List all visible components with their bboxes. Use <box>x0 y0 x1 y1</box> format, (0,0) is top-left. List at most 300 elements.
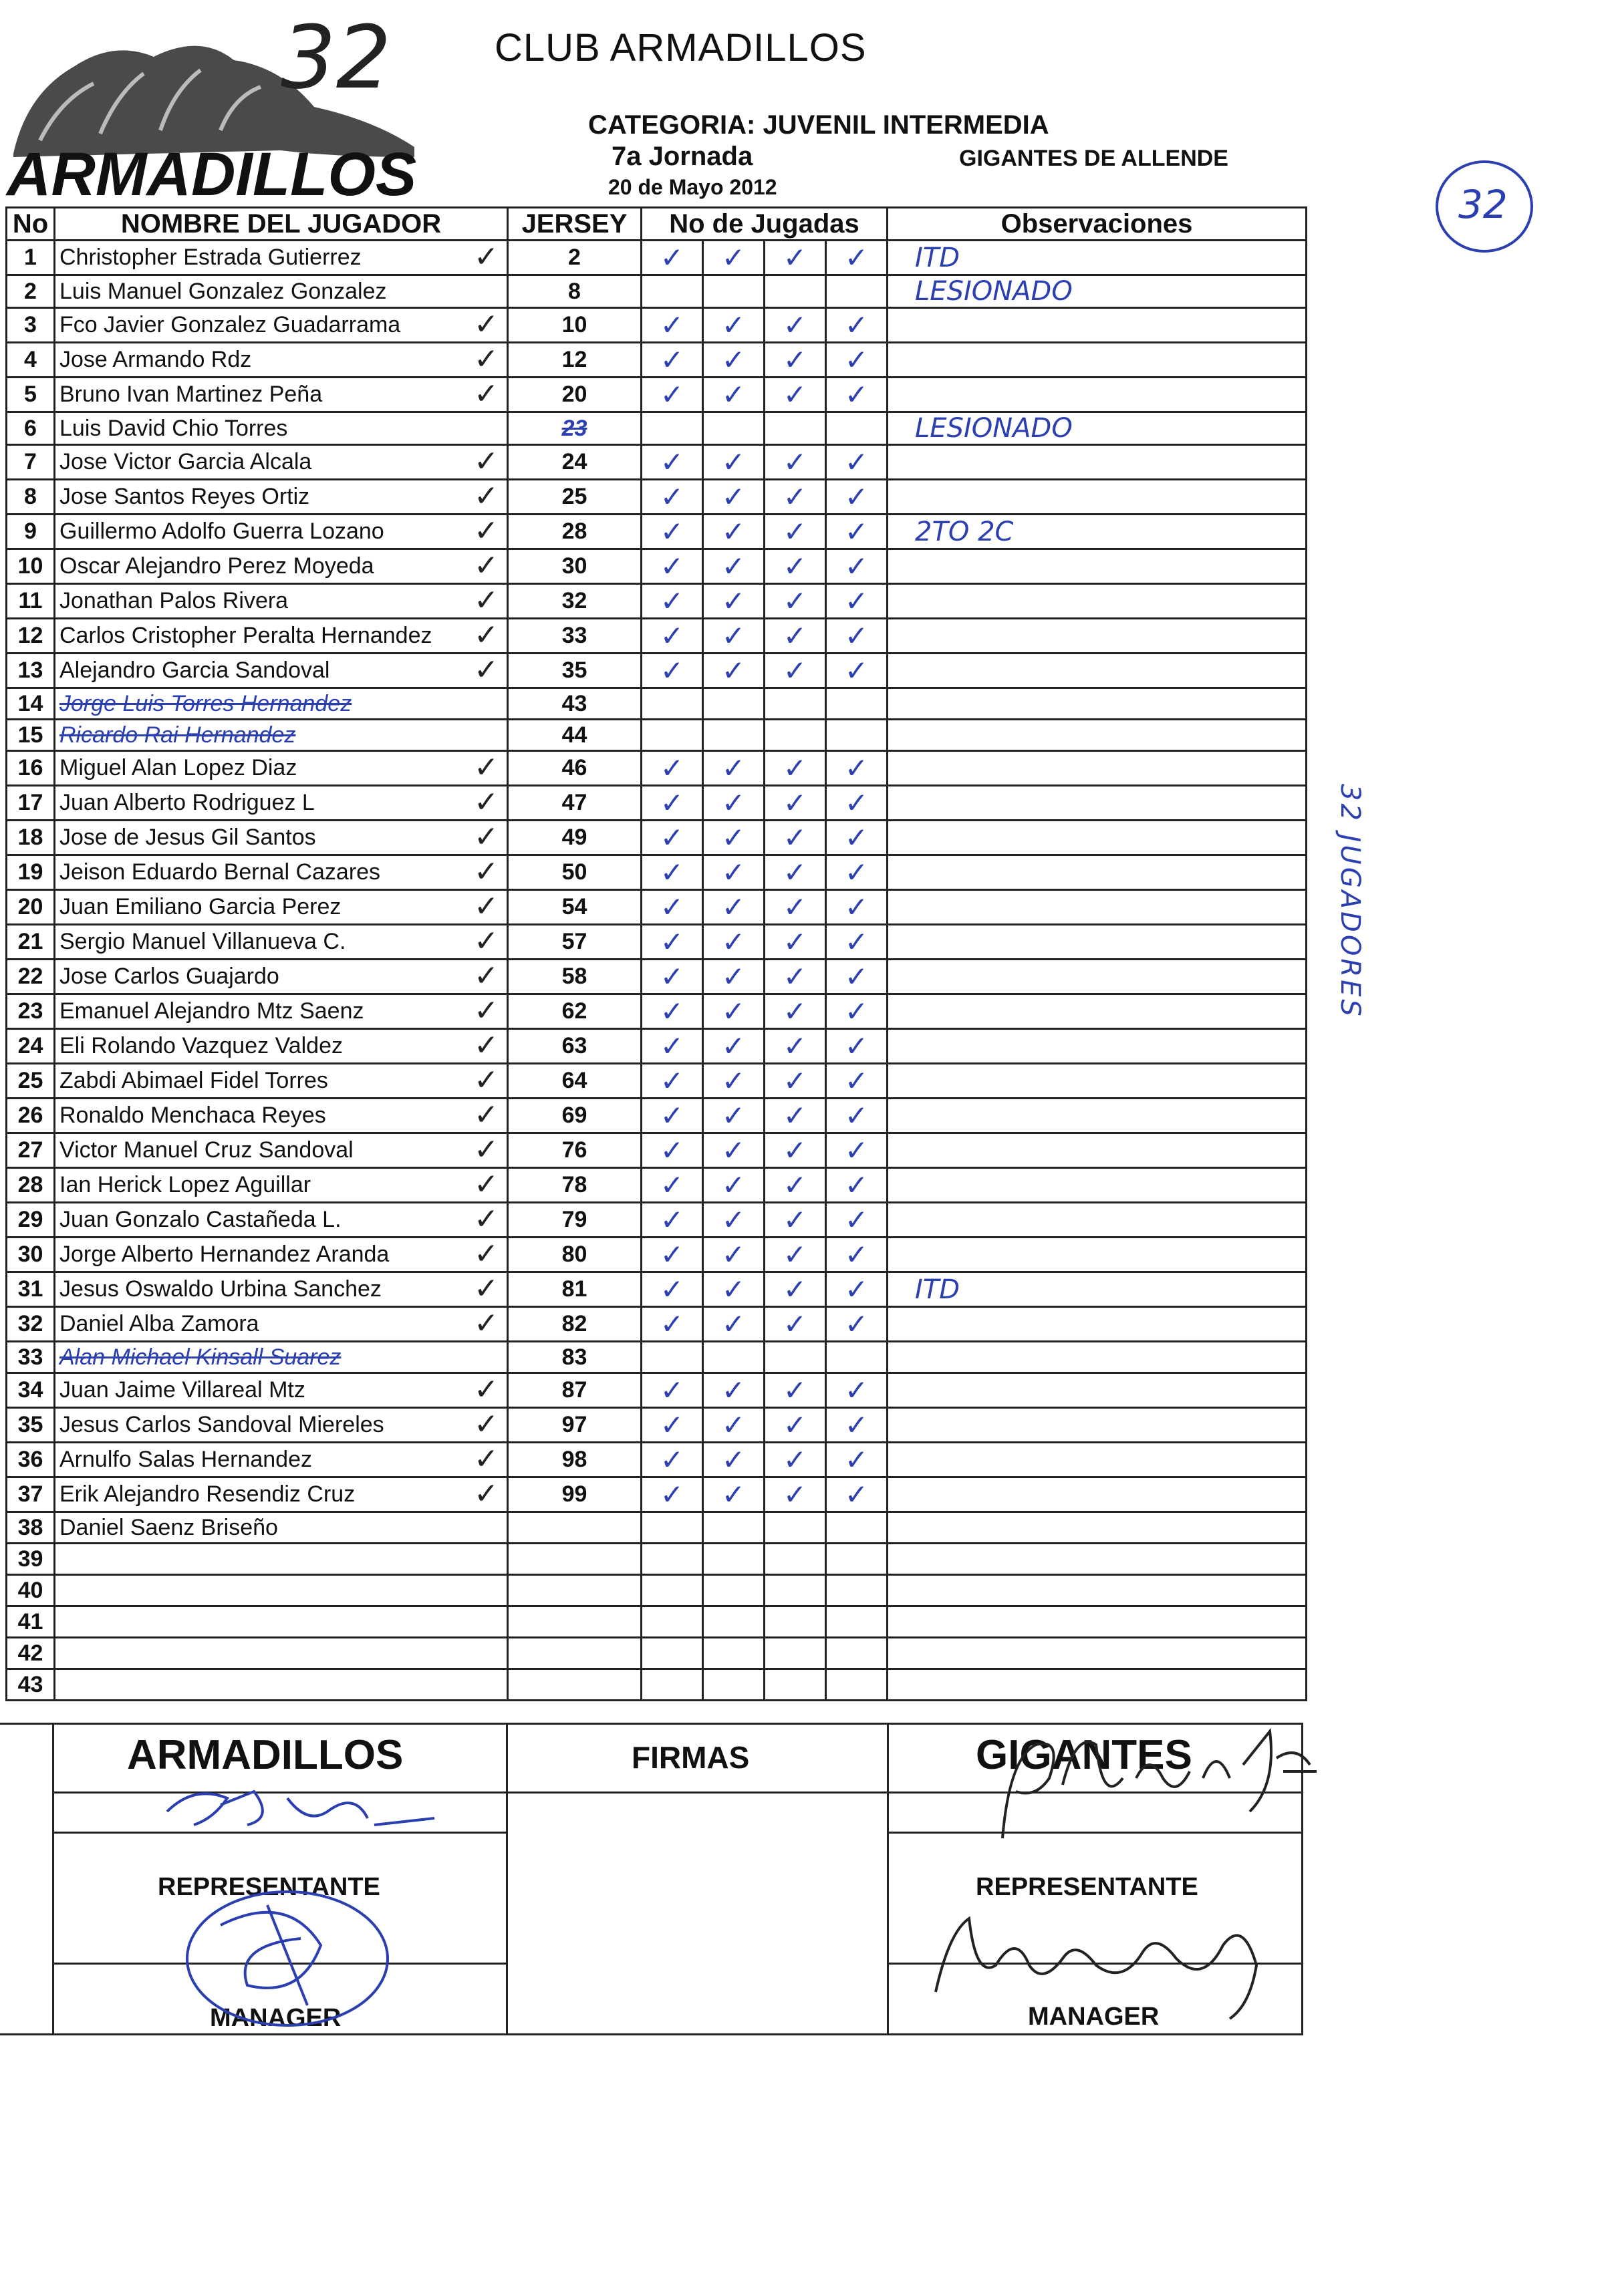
player-name-text: Jorge Alberto Hernandez Aranda <box>59 1242 390 1267</box>
play-check-1: ✓ <box>642 890 703 925</box>
player-name <box>55 1238 508 1272</box>
table-row <box>7 1342 1307 1373</box>
attendance-mark: ✓ <box>474 1098 499 1132</box>
play-check-4: ✓ <box>826 786 888 821</box>
observation <box>888 1307 1307 1342</box>
jersey-number-text: 83 <box>561 1344 587 1370</box>
play-check-1 <box>642 720 703 751</box>
observation <box>888 619 1307 654</box>
play-check-4: ✓ <box>826 619 888 654</box>
play-check-1: ✓ <box>642 786 703 821</box>
player-name <box>55 1133 508 1168</box>
row-number: 1 <box>7 241 55 275</box>
jersey-number-text: 49 <box>561 825 587 850</box>
play-check-2: ✓ <box>703 786 765 821</box>
observation: ITD <box>888 241 1307 275</box>
table-row <box>7 751 1307 786</box>
play-check-4: ✓ <box>826 1443 888 1477</box>
jersey-number-text: 35 <box>561 658 587 683</box>
play-check-4: ✓ <box>826 241 888 275</box>
player-name-text: Luis David Chio Torres <box>59 415 288 441</box>
play-check-4 <box>826 1575 888 1606</box>
player-name <box>55 1669 508 1701</box>
table-row <box>7 960 1307 994</box>
jersey-number <box>508 619 642 654</box>
jersey-number-text: 44 <box>561 722 587 748</box>
play-check-3: ✓ <box>765 619 826 654</box>
player-name <box>55 720 508 751</box>
play-check-2: ✓ <box>703 960 765 994</box>
jersey-number-text: 79 <box>561 1207 587 1232</box>
table-row <box>7 1203 1307 1238</box>
table-row <box>7 654 1307 688</box>
play-check-2 <box>703 1544 765 1575</box>
play-check-3: ✓ <box>765 1133 826 1168</box>
attendance-mark: ✓ <box>474 479 499 513</box>
table-row <box>7 1099 1307 1133</box>
row-number: 23 <box>7 994 55 1029</box>
right-representative-signature <box>962 1705 1337 1872</box>
jersey-number-text: 10 <box>561 312 587 337</box>
attendance-mark: ✓ <box>474 1407 499 1441</box>
play-check-4: ✓ <box>826 1307 888 1342</box>
attendance-mark: ✓ <box>474 889 499 923</box>
player-name <box>55 890 508 925</box>
player-name-text: Jorge Luis Torres Hernandez <box>59 690 352 716</box>
play-check-2: ✓ <box>703 1272 765 1307</box>
observation <box>888 786 1307 821</box>
observation <box>888 1064 1307 1099</box>
player-name <box>55 378 508 412</box>
row-number: 7 <box>7 445 55 480</box>
row-number: 2 <box>7 275 55 308</box>
play-check-4: ✓ <box>826 1272 888 1307</box>
play-check-4 <box>826 1342 888 1373</box>
player-name <box>55 412 508 445</box>
play-check-4: ✓ <box>826 1477 888 1512</box>
jersey-number <box>508 1443 642 1477</box>
row-number: 20 <box>7 890 55 925</box>
player-name-text: Daniel Saenz Briseño <box>59 1514 278 1540</box>
play-check-3: ✓ <box>765 1272 826 1307</box>
player-name-text: Ian Herick Lopez Aguillar <box>59 1172 311 1197</box>
player-name-text: Luis Manuel Gonzalez Gonzalez <box>59 278 387 304</box>
observation <box>888 378 1307 412</box>
observation <box>888 720 1307 751</box>
play-check-4 <box>826 412 888 445</box>
left-manager-label: MANAGER <box>210 2004 342 2032</box>
play-check-1: ✓ <box>642 343 703 378</box>
jersey-number <box>508 1168 642 1203</box>
play-check-2: ✓ <box>703 378 765 412</box>
play-check-3: ✓ <box>765 1029 826 1064</box>
observation <box>888 1606 1307 1638</box>
jersey-number <box>508 1133 642 1168</box>
play-check-4 <box>826 275 888 308</box>
observation <box>888 1638 1307 1669</box>
observation <box>888 994 1307 1029</box>
right-representative-label: REPRESENTANTE <box>976 1873 1198 1901</box>
attendance-mark: ✓ <box>474 1373 499 1407</box>
jersey-number <box>508 275 642 308</box>
play-check-1 <box>642 1606 703 1638</box>
table-row <box>7 343 1307 378</box>
play-check-3 <box>765 1512 826 1544</box>
table-row <box>7 925 1307 960</box>
player-name-text: Juan Alberto Rodriguez L <box>59 790 315 815</box>
play-check-1: ✓ <box>642 308 703 343</box>
play-check-4: ✓ <box>826 308 888 343</box>
player-name <box>55 241 508 275</box>
player-name <box>55 275 508 308</box>
play-check-3 <box>765 1638 826 1669</box>
jersey-number <box>508 549 642 584</box>
row-number: 17 <box>7 786 55 821</box>
player-name <box>55 549 508 584</box>
observation <box>888 1133 1307 1168</box>
header-no: No <box>7 208 55 241</box>
row-number: 41 <box>7 1606 55 1638</box>
jersey-number <box>508 1408 642 1443</box>
observation <box>888 1238 1307 1272</box>
player-name <box>55 619 508 654</box>
observation <box>888 1443 1307 1477</box>
play-check-1: ✓ <box>642 751 703 786</box>
play-check-4: ✓ <box>826 821 888 855</box>
play-check-4: ✓ <box>826 890 888 925</box>
table-row <box>7 308 1307 343</box>
play-check-2 <box>703 1638 765 1669</box>
play-check-1 <box>642 1575 703 1606</box>
play-check-4 <box>826 1606 888 1638</box>
player-name <box>55 584 508 619</box>
play-check-1: ✓ <box>642 1373 703 1408</box>
jersey-number <box>508 1544 642 1575</box>
table-row <box>7 412 1307 445</box>
row-number: 33 <box>7 1342 55 1373</box>
play-check-1: ✓ <box>642 1064 703 1099</box>
jersey-number <box>508 1373 642 1408</box>
play-check-4 <box>826 1544 888 1575</box>
player-name-text: Christopher Estrada Gutierrez <box>59 245 362 270</box>
row-number: 19 <box>7 855 55 890</box>
jersey-number-text: 20 <box>561 382 587 407</box>
attendance-mark: ✓ <box>474 1167 499 1201</box>
jersey-number <box>508 654 642 688</box>
table-row <box>7 1029 1307 1064</box>
attendance-mark: ✓ <box>474 785 499 819</box>
attendance-mark: ✓ <box>474 820 499 854</box>
play-check-3: ✓ <box>765 654 826 688</box>
player-name-text: Ronaldo Menchaca Reyes <box>59 1103 326 1128</box>
jersey-number-text: 12 <box>561 347 587 372</box>
play-check-3: ✓ <box>765 925 826 960</box>
play-check-3: ✓ <box>765 480 826 515</box>
player-name-text: Jose Carlos Guajardo <box>59 964 279 989</box>
divider <box>887 1725 889 2033</box>
table-row <box>7 855 1307 890</box>
row-number: 42 <box>7 1638 55 1669</box>
handwritten-count: 32 <box>281 7 392 108</box>
table-row <box>7 445 1307 480</box>
play-check-1 <box>642 688 703 720</box>
play-check-3 <box>765 1544 826 1575</box>
observation: LESIONADO <box>888 275 1307 308</box>
play-check-1: ✓ <box>642 1029 703 1064</box>
play-check-2 <box>703 1342 765 1373</box>
row-number: 14 <box>7 688 55 720</box>
header-observations: Observaciones <box>888 208 1307 241</box>
jersey-number-text: 28 <box>561 519 587 544</box>
play-check-3: ✓ <box>765 855 826 890</box>
left-representative-signature <box>154 1771 461 1838</box>
play-check-2 <box>703 275 765 308</box>
attendance-mark: ✓ <box>474 1306 499 1340</box>
play-check-3: ✓ <box>765 1064 826 1099</box>
play-check-1: ✓ <box>642 855 703 890</box>
player-name <box>55 1606 508 1638</box>
jersey-number-text: 46 <box>561 755 587 780</box>
play-check-1 <box>642 1544 703 1575</box>
jersey-number <box>508 1099 642 1133</box>
table-row <box>7 549 1307 584</box>
observation <box>888 1029 1307 1064</box>
player-name <box>55 1342 508 1373</box>
play-check-1: ✓ <box>642 925 703 960</box>
player-name <box>55 1203 508 1238</box>
row-number: 3 <box>7 308 55 343</box>
table-row <box>7 275 1307 308</box>
play-check-2: ✓ <box>703 751 765 786</box>
observation: 2TO 2C <box>888 515 1307 549</box>
player-name-text: Jose de Jesus Gil Santos <box>59 825 316 850</box>
play-check-1: ✓ <box>642 1408 703 1443</box>
row-number: 5 <box>7 378 55 412</box>
attendance-mark: ✓ <box>474 342 499 376</box>
observation <box>888 1168 1307 1203</box>
player-name-text: Jesus Oswaldo Urbina Sanchez <box>59 1276 382 1302</box>
jersey-number-text: 23 <box>561 415 587 441</box>
attendance-mark: ✓ <box>474 1237 499 1271</box>
circled-count-text: 32 <box>1458 182 1508 227</box>
observation <box>888 1669 1307 1701</box>
table-header-row <box>7 208 1307 241</box>
player-name <box>55 308 508 343</box>
play-check-2: ✓ <box>703 890 765 925</box>
jersey-number <box>508 786 642 821</box>
row-number: 26 <box>7 1099 55 1133</box>
row-number: 11 <box>7 584 55 619</box>
play-check-1: ✓ <box>642 480 703 515</box>
player-name-text: Jose Armando Rdz <box>59 347 252 372</box>
jersey-number <box>508 1512 642 1544</box>
jersey-number-text: 99 <box>561 1481 587 1507</box>
observation <box>888 654 1307 688</box>
play-check-2: ✓ <box>703 1133 765 1168</box>
row-number: 24 <box>7 1029 55 1064</box>
play-check-4: ✓ <box>826 654 888 688</box>
play-check-4: ✓ <box>826 855 888 890</box>
play-check-1: ✓ <box>642 1203 703 1238</box>
attendance-mark: ✓ <box>474 653 499 687</box>
play-check-2 <box>703 720 765 751</box>
jersey-number <box>508 445 642 480</box>
row-number: 32 <box>7 1307 55 1342</box>
opponent-name: GIGANTES DE ALLENDE <box>959 146 1228 171</box>
row-number: 43 <box>7 1669 55 1701</box>
player-name <box>55 1307 508 1342</box>
play-check-1: ✓ <box>642 445 703 480</box>
play-check-4: ✓ <box>826 343 888 378</box>
row-number: 36 <box>7 1443 55 1477</box>
jersey-number-text: 62 <box>561 998 587 1024</box>
left-manager-signature <box>167 1865 408 2032</box>
table-row <box>7 1443 1307 1477</box>
jersey-number <box>508 1638 642 1669</box>
row-number: 18 <box>7 821 55 855</box>
play-check-1: ✓ <box>642 1099 703 1133</box>
play-check-2: ✓ <box>703 549 765 584</box>
jersey-number-text: 32 <box>561 588 587 613</box>
row-number: 13 <box>7 654 55 688</box>
play-check-3: ✓ <box>765 1477 826 1512</box>
jersey-number <box>508 960 642 994</box>
jersey-number-text: 58 <box>561 964 587 989</box>
divider <box>52 1725 54 2033</box>
jersey-number <box>508 821 642 855</box>
attendance-mark: ✓ <box>474 240 499 274</box>
row-number: 21 <box>7 925 55 960</box>
play-check-3: ✓ <box>765 241 826 275</box>
player-name-text: Juan Emiliano Garcia Perez <box>59 894 342 919</box>
play-check-2: ✓ <box>703 584 765 619</box>
observation <box>888 1203 1307 1238</box>
row-number: 27 <box>7 1133 55 1168</box>
row-number: 12 <box>7 619 55 654</box>
table-row <box>7 720 1307 751</box>
jersey-number <box>508 855 642 890</box>
jersey-number-text: 2 <box>568 245 581 270</box>
jersey-number-text: 82 <box>561 1311 587 1336</box>
play-check-4: ✓ <box>826 960 888 994</box>
play-check-2: ✓ <box>703 1238 765 1272</box>
play-check-3 <box>765 720 826 751</box>
row-number: 10 <box>7 549 55 584</box>
row-number: 28 <box>7 1168 55 1203</box>
play-check-2: ✓ <box>703 308 765 343</box>
table-row <box>7 994 1307 1029</box>
jersey-number-text: 64 <box>561 1068 587 1093</box>
player-name <box>55 1272 508 1307</box>
observation <box>888 855 1307 890</box>
play-check-2: ✓ <box>703 1168 765 1203</box>
play-check-1: ✓ <box>642 619 703 654</box>
observation: LESIONADO <box>888 412 1307 445</box>
play-check-4: ✓ <box>826 1408 888 1443</box>
jersey-number-text: 97 <box>561 1412 587 1437</box>
left-representative-label: REPRESENTANTE <box>158 1873 380 1901</box>
header-plays: No de Jugadas <box>642 208 888 241</box>
jersey-number-text: 25 <box>561 484 587 509</box>
roster-table <box>5 206 1307 1701</box>
observation <box>888 549 1307 584</box>
table-row <box>7 1168 1307 1203</box>
player-name-text: Alan Michael Kinsall Suarez <box>59 1344 342 1370</box>
play-check-3: ✓ <box>765 1203 826 1238</box>
jersey-number <box>508 1669 642 1701</box>
player-name <box>55 960 508 994</box>
right-manager-label: MANAGER <box>1028 2003 1160 2031</box>
play-check-3: ✓ <box>765 890 826 925</box>
play-check-1: ✓ <box>642 1477 703 1512</box>
player-name-text: Erik Alejandro Resendiz Cruz <box>59 1481 356 1507</box>
jersey-number <box>508 343 642 378</box>
attendance-mark: ✓ <box>474 924 499 958</box>
attendance-mark: ✓ <box>474 307 499 341</box>
row-number: 34 <box>7 1373 55 1408</box>
observation <box>888 890 1307 925</box>
play-check-1: ✓ <box>642 960 703 994</box>
attendance-mark: ✓ <box>474 444 499 478</box>
row-number: 40 <box>7 1575 55 1606</box>
row-number: 38 <box>7 1512 55 1544</box>
player-name-text: Arnulfo Salas Hernandez <box>59 1447 313 1472</box>
circled-count <box>1436 160 1533 253</box>
observation <box>888 1373 1307 1408</box>
attendance-mark: ✓ <box>474 1133 499 1167</box>
row-number: 16 <box>7 751 55 786</box>
player-name <box>55 1638 508 1669</box>
player-name-text: Oscar Alejandro Perez Moyeda <box>59 553 374 579</box>
play-check-4 <box>826 688 888 720</box>
jersey-number <box>508 925 642 960</box>
table-row <box>7 241 1307 275</box>
attendance-mark: ✓ <box>474 750 499 784</box>
jersey-number-text: 69 <box>561 1103 587 1128</box>
play-check-2: ✓ <box>703 1064 765 1099</box>
player-name <box>55 1477 508 1512</box>
table-row <box>7 480 1307 515</box>
play-check-1: ✓ <box>642 241 703 275</box>
row-number: 25 <box>7 1064 55 1099</box>
observation <box>888 1099 1307 1133</box>
play-check-3 <box>765 1575 826 1606</box>
player-name <box>55 654 508 688</box>
row-number: 6 <box>7 412 55 445</box>
observation: ITD <box>888 1272 1307 1307</box>
observation <box>888 1477 1307 1512</box>
player-name <box>55 855 508 890</box>
play-check-3: ✓ <box>765 786 826 821</box>
table-row <box>7 688 1307 720</box>
play-check-1 <box>642 1669 703 1701</box>
player-name-text: Carlos Cristopher Peralta Hernandez <box>59 623 432 648</box>
play-check-2 <box>703 1512 765 1544</box>
header-name: NOMBRE DEL JUGADOR <box>55 208 508 241</box>
roster-body <box>7 241 1307 1701</box>
observation <box>888 308 1307 343</box>
table-row <box>7 1373 1307 1408</box>
attendance-mark: ✓ <box>474 1028 499 1062</box>
round-label: 7a Jornada <box>612 142 753 171</box>
player-name <box>55 1544 508 1575</box>
signatures-label: FIRMAS <box>632 1740 750 1775</box>
play-check-3 <box>765 1606 826 1638</box>
play-check-2: ✓ <box>703 480 765 515</box>
play-check-4: ✓ <box>826 584 888 619</box>
jersey-number <box>508 412 642 445</box>
row-number: 9 <box>7 515 55 549</box>
